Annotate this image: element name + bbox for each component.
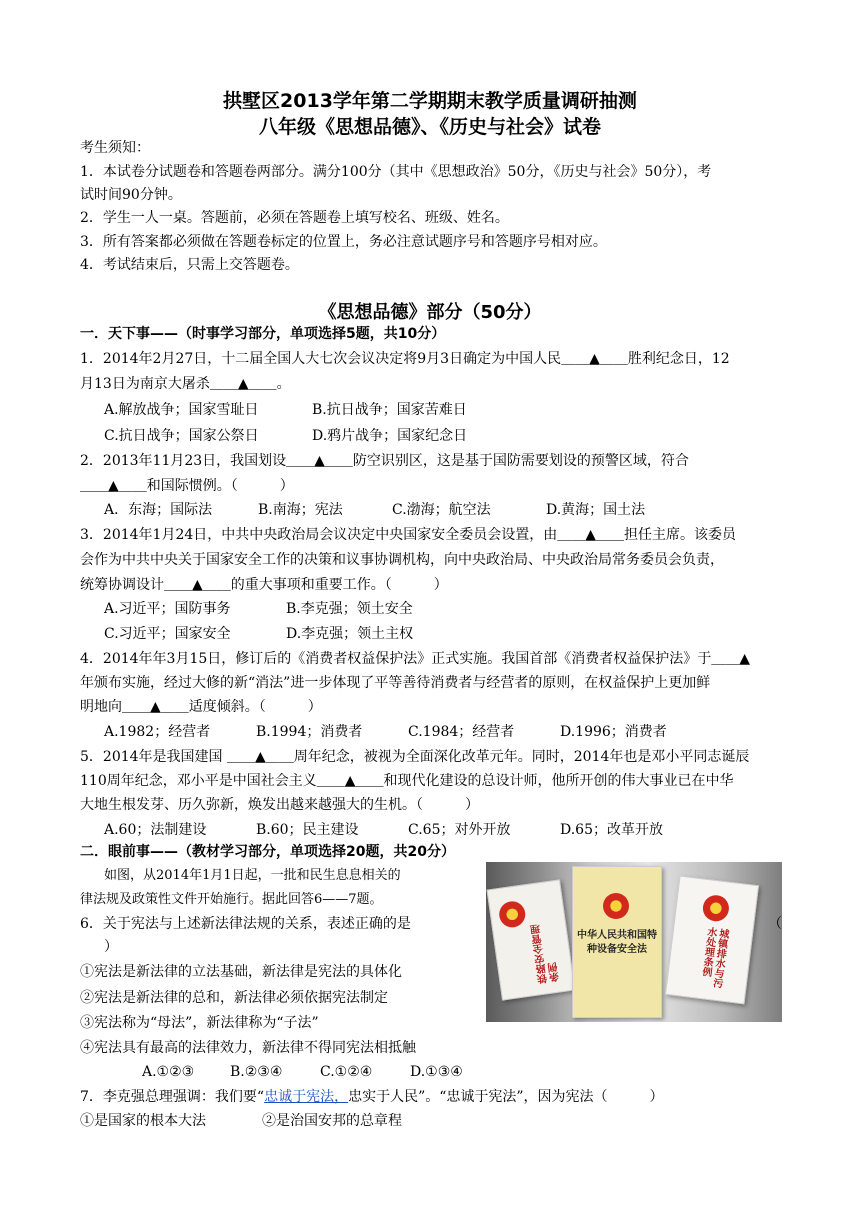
exam-title-line1: 拱墅区2013学年第二学期期末教学质量调研抽测: [223, 90, 637, 112]
q3-option-d: D.李克强；领土主权: [286, 626, 414, 642]
q4-line1: 4．2014年年3月15日，修订后的《消费者权益保护法》正式实施。我国首部《消费者权益保护法》于＿＿▲: [80, 651, 751, 667]
q4-option-c: C.1984；经营者: [408, 724, 515, 740]
q2-option-a: A．东海；国际法: [104, 502, 213, 518]
q1-line2: 月13日为南京大屠杀＿＿▲＿＿。: [80, 376, 291, 392]
q7-statement-1: ①是国家的根本大法: [80, 1113, 206, 1129]
notice-item-2: 2．学生一人一桌。答题前，必须在答题卷上填写校名、班级、姓名。: [80, 210, 509, 226]
q6-statement-1: ①宪法是新法律的立法基础，新法律是宪法的具体化: [80, 964, 402, 980]
q6-line1-end: （: [768, 916, 782, 932]
booklet-railway-safety: [487, 879, 576, 1000]
q3-option-a: A.习近平；国防事务: [104, 601, 231, 617]
national-emblem-icon: [701, 894, 730, 923]
q6-option-d: D.①③④: [410, 1064, 463, 1080]
q7-line1-post: 忠实于人民”。“忠诚于宪法”，因为宪法（ ）: [348, 1089, 664, 1105]
law-booklets-photo: [486, 862, 782, 1022]
q2-option-c: C.渤海；航空法: [392, 502, 491, 518]
booklet-special-equipment: [572, 866, 662, 1018]
q6-statement-3: ③宪法称为“母法”，新法律称为“子法”: [80, 1015, 319, 1031]
q5-option-d: D.65；改革开放: [560, 822, 663, 838]
q1-line1: 1．2014年2月27日，十二届全国人大七次会议决定将9月3日确定为中国人民＿＿▲＿＿胜利纪念日，12: [80, 351, 730, 367]
q3-line2: 会作为中共中央关于国家安全工作的决策和议事协调机构，向中央政治局、中央政治局常务委员会负责，: [80, 552, 724, 568]
q5-line3: 大地生根发芽、历久弥新，焕发出越来越强大的生机。（ ）: [80, 797, 479, 813]
q5-option-a: A.60；法制建设: [104, 822, 207, 838]
q1-option-a: A.解放战争；国家雪耻日: [104, 402, 259, 418]
notice-item-3: 3．所有答案都必须做在答题卷标定的位置上，务必注意试题序号和答题序号相对应。: [80, 234, 607, 250]
notice-heading: 考生须知：: [80, 140, 150, 156]
q4-option-b: B.1994；消费者: [256, 724, 363, 740]
national-emblem-icon: [498, 900, 527, 929]
q2-option-b: B.南海；宪法: [258, 502, 343, 518]
exam-title-line2: 八年级《思想品德》、《历史与社会》试卷: [258, 116, 601, 138]
q2-option-d: D.黄海；国土法: [546, 502, 646, 518]
notice-item-4: 4．考试结束后，只需上交答题卷。: [80, 257, 299, 273]
q6-option-c: C.①②④: [320, 1064, 373, 1080]
q6-option-a: A.①②③: [142, 1064, 195, 1080]
q3-line3: 统筹协调设计＿＿▲＿＿的重大事项和重要工作。（ ）: [80, 577, 448, 593]
part2-heading: 二．眼前事——（教材学习部分，单项选择20题，共20分）: [80, 844, 455, 860]
booklet-railway-title: 铁路安全管理条例: [530, 923, 563, 985]
booklet-urban-drainage: [665, 876, 759, 1005]
q7-constitution-link[interactable]: 忠诚于宪法，: [264, 1089, 349, 1105]
q4-line3: 明地向＿＿▲＿＿适度倾斜。（ ）: [80, 699, 322, 715]
q3-option-b: B.李克强；领土安全: [286, 601, 413, 617]
q5-option-b: B.60；民主建设: [256, 822, 359, 838]
q5-line1: 5．2014年是我国建国 ＿＿▲＿＿周年纪念，被视为全面深化改革元年。同时，2014年也是邓小平同志诞辰: [80, 749, 750, 765]
q3-line1: 3．2014年1月24日，中共中央政治局会议决定中央国家安全委员会设置，由＿＿▲＿＿担任主席。该委员: [80, 527, 737, 543]
q6-option-b: B.②③④: [230, 1064, 283, 1080]
q7-statement-2: ②是治国安邦的总章程: [262, 1113, 402, 1129]
q5-line2: 110周年纪念，邓小平是中国社会主义＿＿▲＿＿和现代化建设的总设计师，他所开创的伟大事业已在中华: [80, 773, 734, 789]
part2-intro-line2: 律法规及政策性文件开始施行。据此回答6——7题。: [80, 892, 383, 907]
q1-option-c: C.抗日战争；国家公祭日: [104, 428, 259, 444]
q7-line1: [80, 1087, 664, 1107]
national-emblem-icon: [603, 893, 629, 919]
part2-intro-line1: 如图，从2014年1月1日起，一批和民生息息相关的: [104, 868, 401, 883]
q4-option-d: D.1996；消费者: [560, 724, 667, 740]
q1-option-b: B.抗日战争；国家苦难日: [312, 402, 467, 418]
notice-item-1b: 试时间90分钟。: [80, 187, 182, 203]
q4-line2: 年颁布实施，经过大修的新“消法”进一步体现了平等善待消费者与经营者的原则，在权益保护上更加鲜: [80, 675, 711, 691]
q2-line1: 2．2013年11月23日，我国划设＿＿▲＿＿防空识别区，这是基于国防需要划设的预警区域，符合: [80, 453, 689, 469]
q6-line1: 6．关于宪法与上述新法律法规的关系，表述正确的是: [80, 916, 411, 932]
notice-item-1a: 1．本试卷分试题卷和答题卷两部分。满分100分（其中《思想政治》50分，《历史与社会》50分），考: [80, 164, 712, 180]
q3-option-c: C.习近平；国家安全: [104, 626, 231, 642]
q6-statement-4: ④宪法具有最高的法律效力，新法律不得同宪法相抵触: [80, 1040, 416, 1056]
q6-statement-2: ②宪法是新法律的总和，新法律必须依据宪法制定: [80, 990, 388, 1006]
q4-option-a: A.1982；经营者: [104, 724, 211, 740]
q6-line2: ）: [104, 939, 118, 955]
q1-option-d: D.鸦片战争；国家纪念日: [312, 428, 468, 444]
q2-line2: ＿＿▲＿＿和国际惯例。（ ）: [80, 478, 294, 494]
section-title: 《思想品德》部分（50分）: [318, 302, 542, 323]
booklet-special-equipment-title: 中华人民共和国特种设备安全法: [577, 930, 657, 955]
part1-heading: 一．天下事——（时事学习部分，单项选择5题，共10分）: [80, 326, 446, 342]
q5-option-c: C.65；对外开放: [408, 822, 511, 838]
booklet-drainage-title: 城镇排水与污水处理条例: [699, 926, 729, 989]
q7-line1-pre: 7．李克强总理强调：我们要“: [80, 1089, 265, 1105]
